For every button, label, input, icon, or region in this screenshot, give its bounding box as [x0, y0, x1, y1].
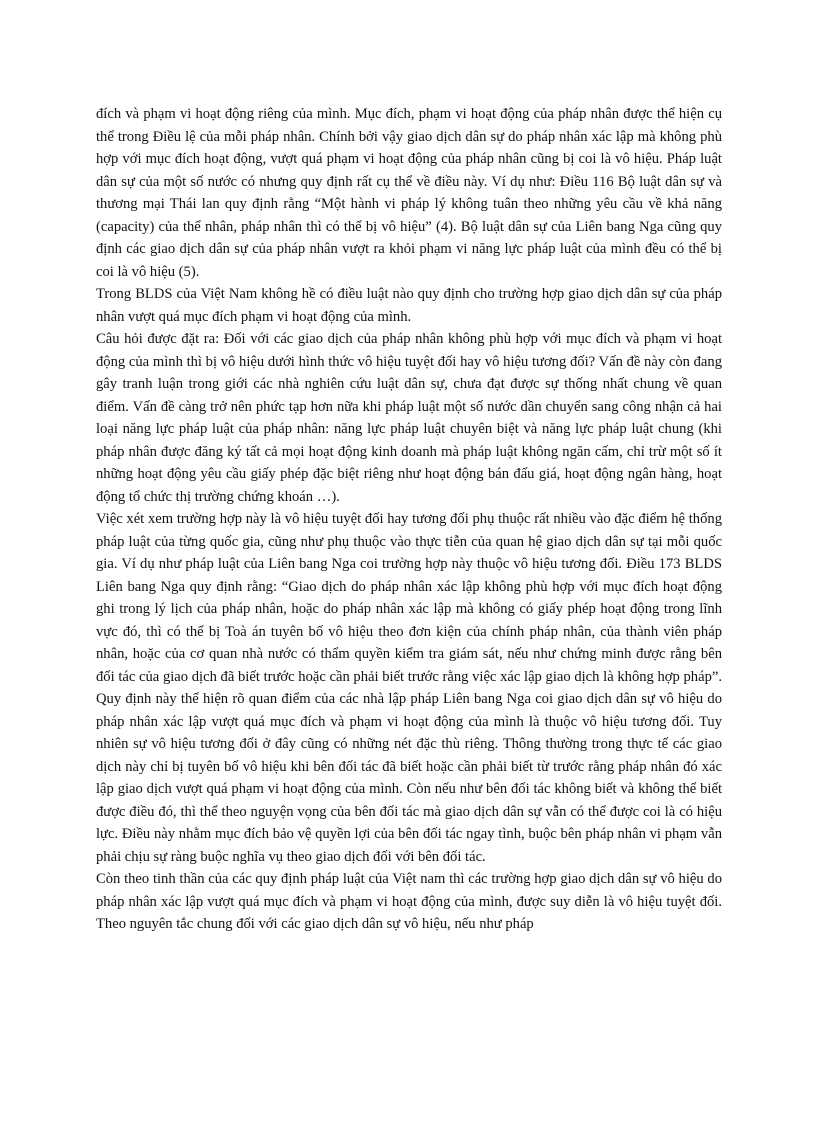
paragraph-3: Câu hỏi được đặt ra: Đối với các giao dịch của pháp nhân không phù hợp với mục đích và phạm vi hoạt động của mình thì bị vô hiệu dưới hình thức vô hiệu tuyệt đối hay vô hiệu tương đối? Vấn đề này còn đang gây tranh luận trong giới các nhà nghiên cứu luật dân sự, chưa đạt được sự thống nhất chung về quan điểm. Vấn đề càng trở nên phức tạp hơn nữa khi pháp luật một số nước dần chuyển sang công nhận cả hai loại năng lực pháp luật của pháp nhân: năng lực pháp luật chuyên biệt và năng lực pháp luật chung (khi pháp nhân được đăng ký tất cả mọi hoạt động kinh doanh mà pháp luật không ngăn cấm, chỉ trừ một số ít những hoạt động yêu cầu giấy phép đặc biệt riêng như hoạt động bán đấu giá, hoạt động ngân hàng, hoạt động tổ chức thị trường chứng khoán …). [96, 331, 722, 505]
paragraph-2: Trong BLDS của Việt Nam không hề có điều luật nào quy định cho trường hợp giao dịch dân sự của pháp nhân vượt quá mục đích phạm vi hoạt động của mình. [96, 286, 722, 325]
paragraph-4: Việc xét xem trường hợp này là vô hiệu tuyệt đối hay tương đối phụ thuộc rất nhiều vào đặc điểm hệ thống pháp luật của từng quốc gia, cũng như phụ thuộc vào thực tiễn của quan hệ giao dịch dân sự tại mỗi quốc gia. Ví dụ như pháp luật của Liên bang Nga coi trường hợp này thuộc vô hiệu tương đối. Điều 173 BLDS Liên bang Nga quy định rằng: “Giao dịch do pháp nhân xác lập không phù hợp với mục đích hoạt động ghi trong lý lịch của pháp nhân, hoặc do pháp nhân xác lập mà không có giấy phép hoạt động trong lĩnh vực đó, thì có thể bị Toà án tuyên bố vô hiệu theo đơn kiện của chính pháp nhân, của thành viên pháp nhân, hoặc của cơ quan nhà nước có thẩm quyền kiểm tra giám sát, nếu như chứng minh được rằng bên đối tác của giao dịch đã biết trước hoặc cần phải biết trước rằng việc xác lập giao dịch là không hợp pháp”. Quy định này thể hiện rõ quan điểm của các nhà lập pháp Liên bang Nga coi giao dịch dân sự vô hiệu do pháp nhân xác lập vượt quá mục đích và phạm vi hoạt động của mình là thuộc vô hiệu tương đối. Tuy nhiên sự vô hiệu tương đối ở đây cũng có những nét đặc thù riêng. Thông thường trong thực tế các giao dịch này chỉ bị tuyên bố vô hiệu khi bên đối tác đã biết hoặc cần phải biết từ trước rằng pháp nhân đó xác lập giao dịch vượt quá phạm vi hoạt động của mình. Còn nếu như bên đối tác không biết và không thể biết được điều đó, thì thể theo nguyện vọng của bên đối tác mà giao dịch dân sự vẫn có thể được coi là có hiệu lực. Điều này nhằm mục đích bảo vệ quyền lợi của bên đối tác ngay tình, buộc bên pháp nhân vi phạm vẫn phải chịu sự ràng buộc nghĩa vụ theo giao dịch đối với bên đối tác. [96, 511, 722, 865]
document-body [96, 103, 722, 936]
paragraph-5: Còn theo tinh thần của các quy định pháp luật của Việt nam thì các trường hợp giao dịch dân sự vô hiệu do pháp nhân xác lập vượt quá mục đích và phạm vi hoạt động của mình, được suy diễn là vô hiệu tuyệt đối. Theo nguyên tắc chung đối với các giao dịch dân sự vô hiệu, nếu như pháp [96, 871, 722, 932]
paragraph-1: đích và phạm vi hoạt động riêng của mình. Mục đích, phạm vi hoạt động của pháp nhân được thể hiện cụ thể trong Điều lệ của mỗi pháp nhân. Chính bởi vậy giao dịch dân sự do pháp nhân xác lập mà không phù hợp với mục đích hoạt động, vượt quá phạm vi hoạt động của pháp nhân cũng bị coi là vô hiệu. Pháp luật dân sự của một số nước có nhưng quy định rất cụ thể về điều này. Ví dụ như: Điều 116 Bộ luật dân sự và thương mại Thái lan quy định rằng “Một hành vi pháp lý không tuân theo những yêu cầu về khả năng (capacity) của thể nhân, pháp nhân thì có thể bị vô hiệu” (4). Bộ luật dân sự của Liên bang Nga cũng quy định các giao dịch dân sự của pháp nhân vượt ra khỏi phạm vi năng lực pháp luật của mình đều có thể bị coi là vô hiệu (5). [96, 106, 722, 280]
